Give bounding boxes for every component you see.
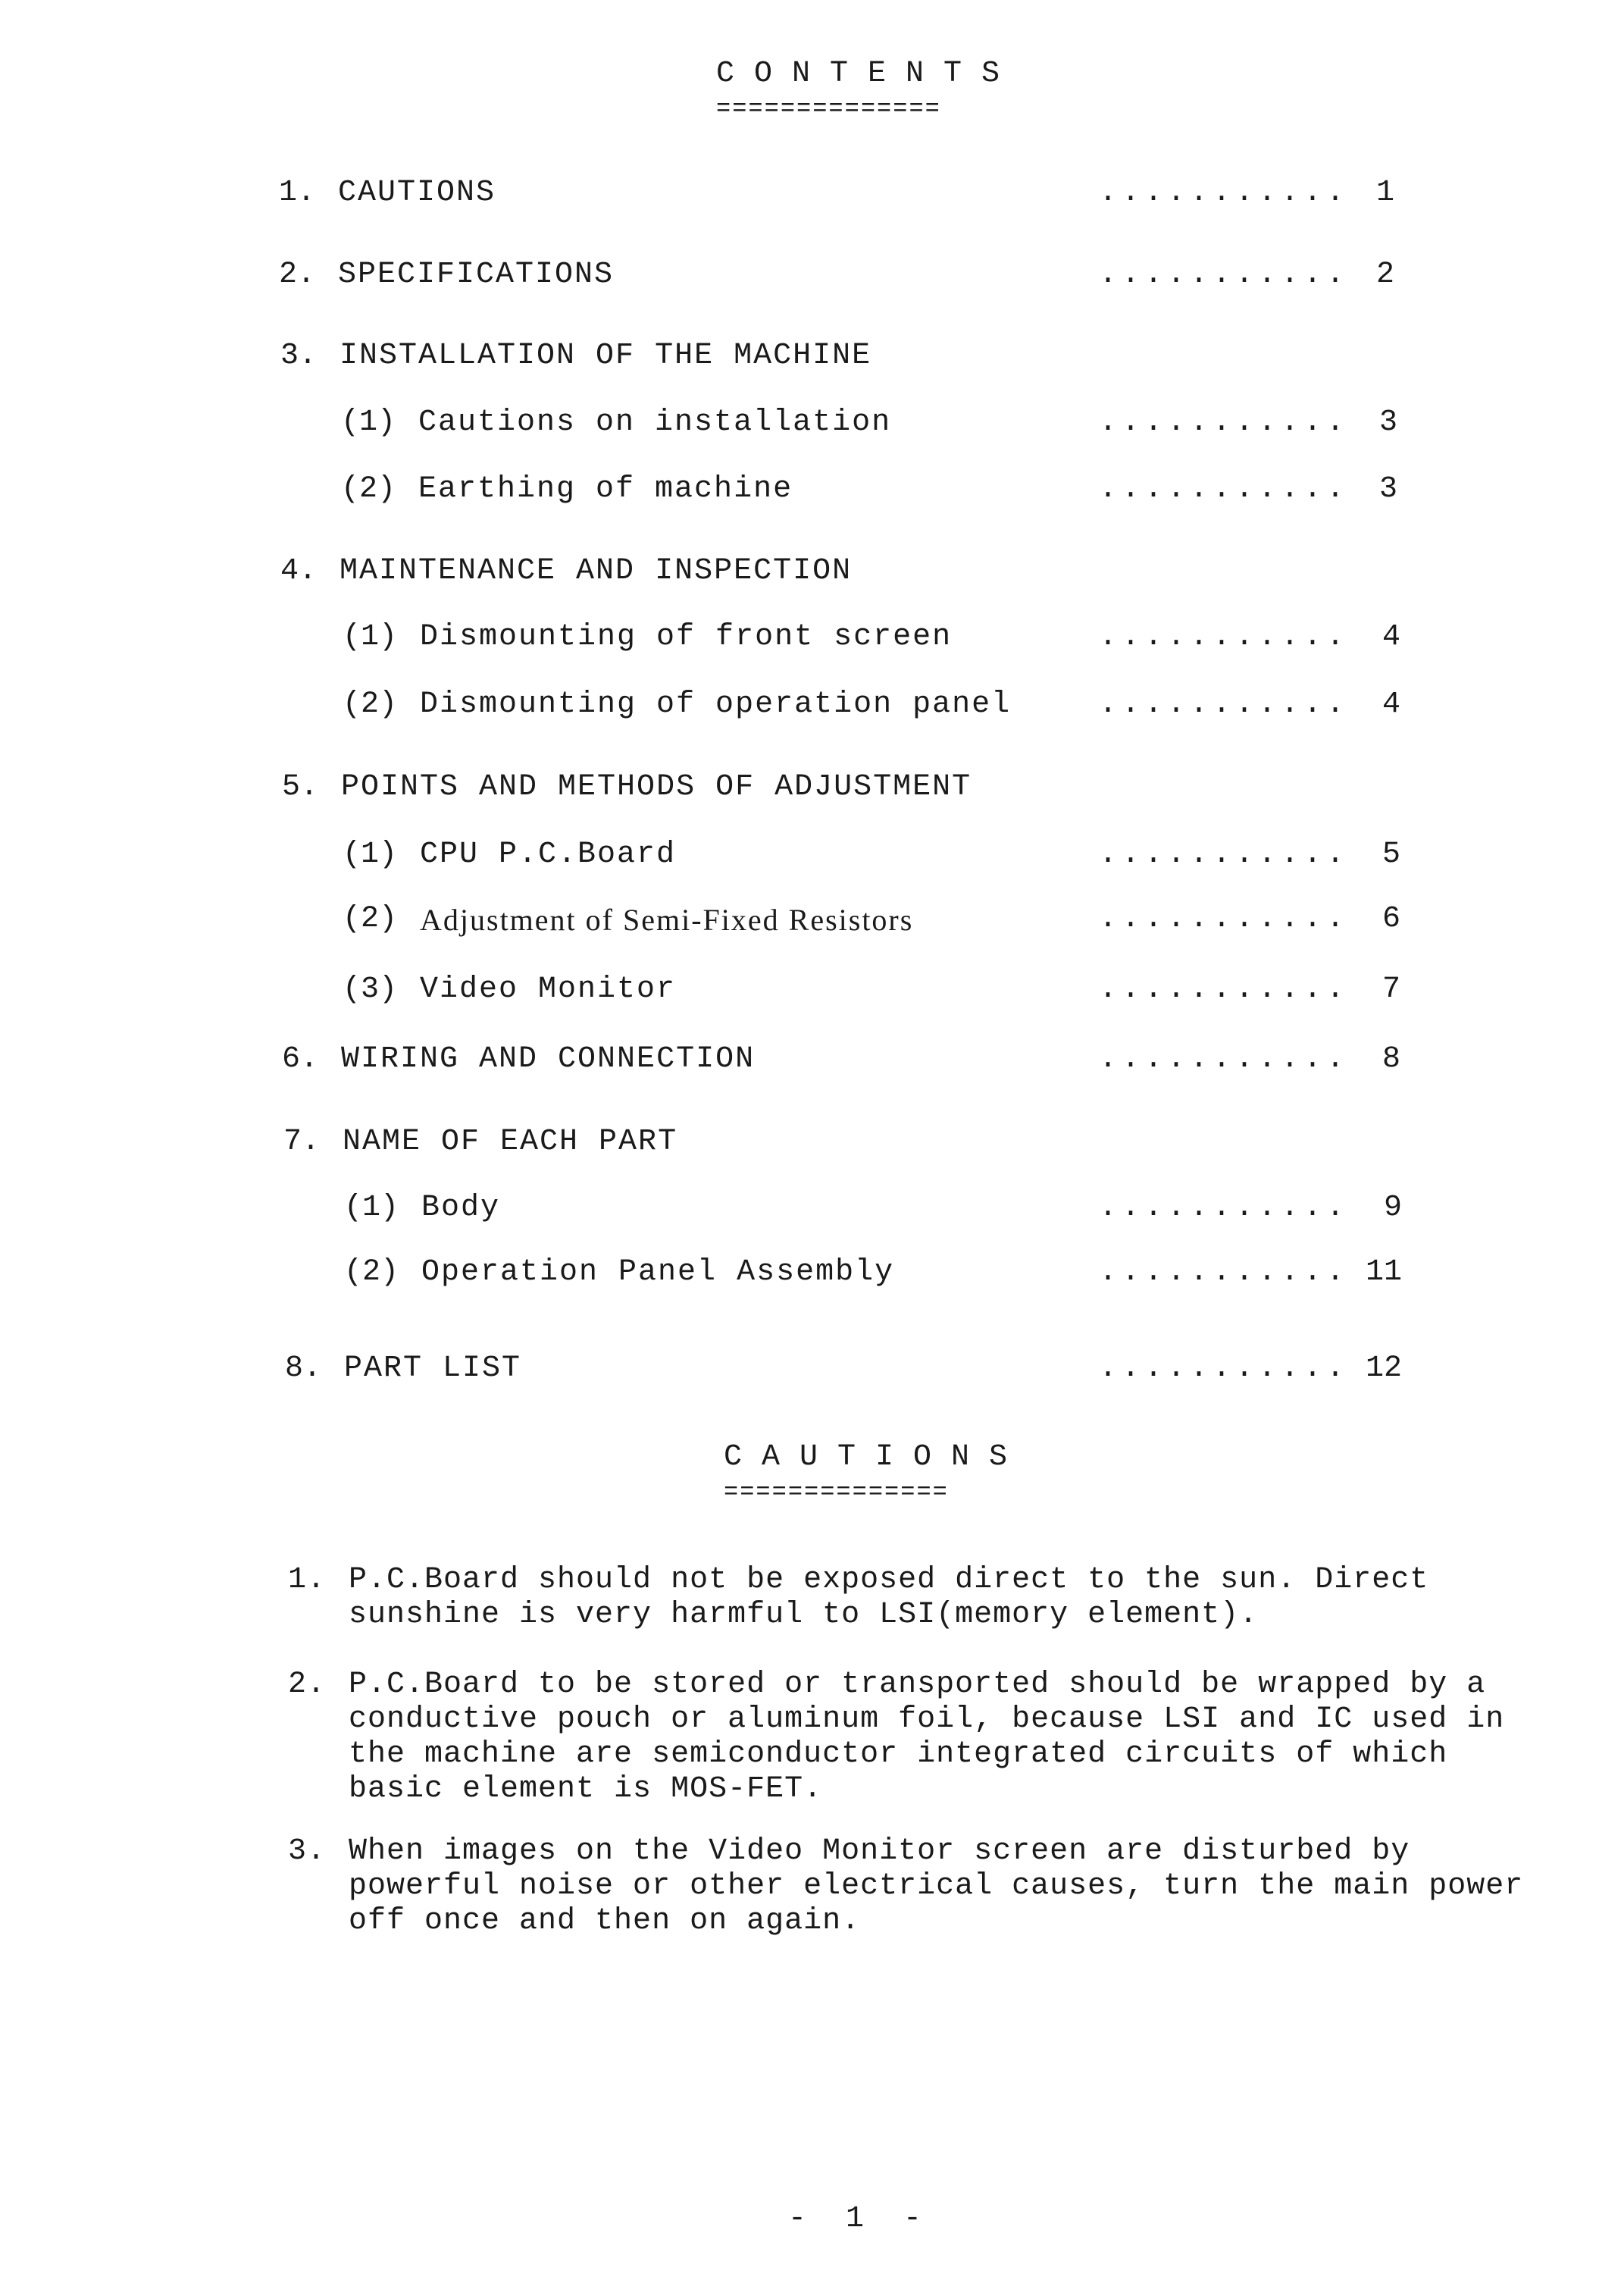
toc-label: INSTALLATION OF THE MACHINE xyxy=(340,339,872,373)
toc-leader-dots: ........... xyxy=(1099,472,1350,506)
toc-number: (2) xyxy=(341,472,396,506)
toc-number: 5. xyxy=(282,770,319,804)
toc-label: Earthing of machine xyxy=(418,472,793,506)
toc-entry-earthing xyxy=(0,472,1624,518)
toc-page: 11 xyxy=(1365,1255,1402,1289)
caution-number: 3. xyxy=(288,1834,327,1868)
toc-label: Dismounting of front screen xyxy=(420,620,953,654)
toc-entry-adjustment xyxy=(0,770,1624,816)
toc-leader-dots: ........... xyxy=(1099,258,1350,292)
toc-page: 8 xyxy=(1381,1042,1400,1076)
toc-leader-dots: ........... xyxy=(1099,973,1350,1007)
toc-number: 8. xyxy=(285,1352,322,1386)
toc-number: 1. xyxy=(279,176,316,210)
toc-leader-dots: ........... xyxy=(1099,176,1350,210)
toc-number: (2) xyxy=(343,688,398,722)
toc-entry-video-monitor xyxy=(0,973,1624,1018)
toc-number: (2) xyxy=(344,1255,399,1289)
toc-label: Body xyxy=(421,1191,501,1225)
toc-page: 3 xyxy=(1378,406,1397,440)
toc-entry-cautions xyxy=(0,176,1624,221)
toc-entry-operation-panel-assembly xyxy=(0,1255,1624,1301)
toc-label: POINTS AND METHODS OF ADJUSTMENT xyxy=(341,770,972,804)
toc-number: 2. xyxy=(279,258,316,292)
toc-number: (1) xyxy=(343,620,398,654)
toc-entry-semi-fixed-resistors xyxy=(0,902,1624,948)
toc-entry-installation xyxy=(0,339,1624,384)
toc-page: 7 xyxy=(1381,973,1400,1007)
cautions-title: CAUTIONS xyxy=(724,1440,1028,1474)
toc-number: (2) xyxy=(343,902,398,936)
toc-entry-body xyxy=(0,1191,1624,1236)
toc-number: (1) xyxy=(344,1191,399,1225)
toc-entry-wiring xyxy=(0,1042,1624,1088)
toc-number: 6. xyxy=(282,1042,319,1076)
toc-leader-dots: ........... xyxy=(1099,688,1350,722)
contents-title: CONTENTS xyxy=(716,57,1020,91)
toc-label: NAME OF EACH PART xyxy=(343,1125,678,1159)
contents-underline: ============== xyxy=(716,95,941,123)
toc-label: Video Monitor xyxy=(420,973,677,1007)
caution-text: P.C.Board to be stored or transported should be wrapped by a conductive pouch or aluminum foil, because LSI and IC used in the machine are semiconductor integrated circuits of which basic element is MOS-FET. xyxy=(349,1668,1505,1806)
toc-label: WIRING AND CONNECTION xyxy=(341,1042,756,1076)
toc-leader-dots: ........... xyxy=(1099,838,1350,872)
caution-number: 1. xyxy=(288,1563,327,1597)
toc-label: Operation Panel Assembly xyxy=(421,1255,895,1289)
toc-entry-maintenance xyxy=(0,554,1624,600)
toc-entry-front-screen xyxy=(0,620,1624,666)
caution-number: 2. xyxy=(288,1668,327,1702)
toc-page: 12 xyxy=(1365,1352,1402,1386)
toc-entry-cpu-board xyxy=(0,838,1624,883)
toc-label: Dismounting of operation panel xyxy=(420,688,1012,722)
toc-label: CPU P.C.Board xyxy=(420,838,677,872)
toc-entry-part-list xyxy=(0,1352,1624,1397)
toc-label: MAINTENANCE AND INSPECTION xyxy=(340,554,853,588)
caution-text: P.C.Board should not be exposed direct to the sun. Direct sunshine is very harmful to LSI(memory element). xyxy=(349,1563,1429,1632)
toc-leader-dots: ........... xyxy=(1099,1255,1350,1289)
toc-label: PART LIST xyxy=(344,1352,522,1386)
cautions-underline: ============== xyxy=(724,1478,949,1506)
toc-page: 2 xyxy=(1375,258,1394,292)
caution-text: When images on the Video Monitor screen are disturbed by powerful noise or other electrical causes, turn the main power off once and then on again. xyxy=(349,1834,1524,1938)
toc-label: CAUTIONS xyxy=(338,176,496,210)
toc-label: Cautions on installation xyxy=(418,406,892,440)
toc-leader-dots: ........... xyxy=(1099,1352,1350,1386)
toc-label: Adjustment of Semi-Fixed Resistors xyxy=(420,903,914,937)
toc-number: (3) xyxy=(343,973,398,1007)
toc-number: 3. xyxy=(280,339,318,373)
toc-entry-name-of-each-part xyxy=(0,1125,1624,1170)
toc-number: (1) xyxy=(343,838,398,872)
toc-leader-dots: ........... xyxy=(1099,1191,1350,1225)
toc-leader-dots: ........... xyxy=(1099,1042,1350,1076)
toc-page: 6 xyxy=(1381,902,1400,936)
toc-page: 5 xyxy=(1381,838,1400,872)
toc-number: (1) xyxy=(341,406,396,440)
toc-page: 1 xyxy=(1375,176,1394,210)
toc-leader-dots: ........... xyxy=(1099,902,1350,936)
toc-entry-cautions-on-installation xyxy=(0,406,1624,451)
toc-page: 9 xyxy=(1383,1191,1402,1225)
toc-page: 3 xyxy=(1378,472,1397,506)
toc-leader-dots: ........... xyxy=(1099,406,1350,440)
toc-number: 7. xyxy=(283,1125,321,1159)
toc-label: SPECIFICATIONS xyxy=(338,258,615,292)
toc-number: 4. xyxy=(280,554,318,588)
page-number: - 1 - xyxy=(788,2202,933,2236)
toc-page: 4 xyxy=(1381,688,1400,722)
toc-entry-specifications xyxy=(0,258,1624,303)
toc-entry-operation-panel xyxy=(0,688,1624,733)
toc-page: 4 xyxy=(1381,620,1400,654)
toc-leader-dots: ........... xyxy=(1099,620,1350,654)
